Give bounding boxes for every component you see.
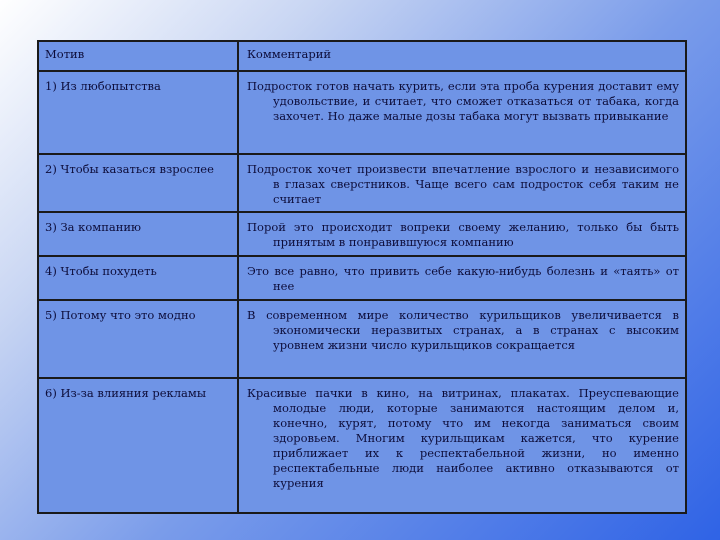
- motive-cell: 4) Чтобы похудеть: [38, 256, 238, 300]
- table-row: [38, 378, 686, 513]
- table-row: [38, 300, 686, 378]
- table-row: [38, 71, 686, 154]
- comment-cell: [238, 256, 686, 300]
- comment-text: Красивые пачки в кино, на витринах, плакатах. Преуспевающие молодые люди, которые занимаются настоящим делом и, конечно, курят, потому что им некогда заниматься своим здоровьем. Многим курильщикам кажется, что курение приближает их к респектабельной жизни, но именно респектабельные люди наиболее активно отказываются от курения: [247, 386, 679, 490]
- comment-text: В современном мире количество курильщиков увеличивается в экономически неразвитых странах, а в странах с высоким уровнем жизни число курильщиков сокращается: [247, 308, 679, 352]
- motive-cell: 2) Чтобы казаться взрослее: [38, 154, 238, 212]
- table-row: [38, 256, 686, 300]
- table-row: [38, 154, 686, 212]
- comment-cell: [238, 71, 686, 154]
- comment-cell: [238, 300, 686, 378]
- header-comment: Комментарий: [238, 41, 686, 71]
- comment-text: Порой это происходит вопреки своему желанию, только бы быть принятым в понравившуюся компанию: [247, 220, 679, 249]
- motive-cell: 6) Из-за влияния рекламы: [38, 378, 238, 513]
- comment-text: Подросток готов начать курить, если эта проба курения доставит ему удовольствие, и считает, что сможет отказаться от табака, когда захочет. Но даже малые дозы табака могут вызвать привыкание: [247, 79, 679, 123]
- table-row: [38, 212, 686, 256]
- table-header-row: [38, 41, 686, 71]
- comment-cell: [238, 154, 686, 212]
- comment-cell: [238, 378, 686, 513]
- header-motive: Мотив: [38, 41, 238, 71]
- motive-cell: 1) Из любопытства: [38, 71, 238, 154]
- smoking-motives-table: [37, 40, 687, 514]
- comment-text: Это все равно, что привить себе какую-нибудь болезнь и «таять» от нее: [247, 264, 679, 293]
- comment-cell: [238, 212, 686, 256]
- comment-text: Подросток хочет произвести впечатление взрослого и независимого в глазах сверстников. Чаще всего сам подросток себя таким не считает: [247, 162, 679, 206]
- motive-cell: 3) За компанию: [38, 212, 238, 256]
- motive-cell: 5) Потому что это модно: [38, 300, 238, 378]
